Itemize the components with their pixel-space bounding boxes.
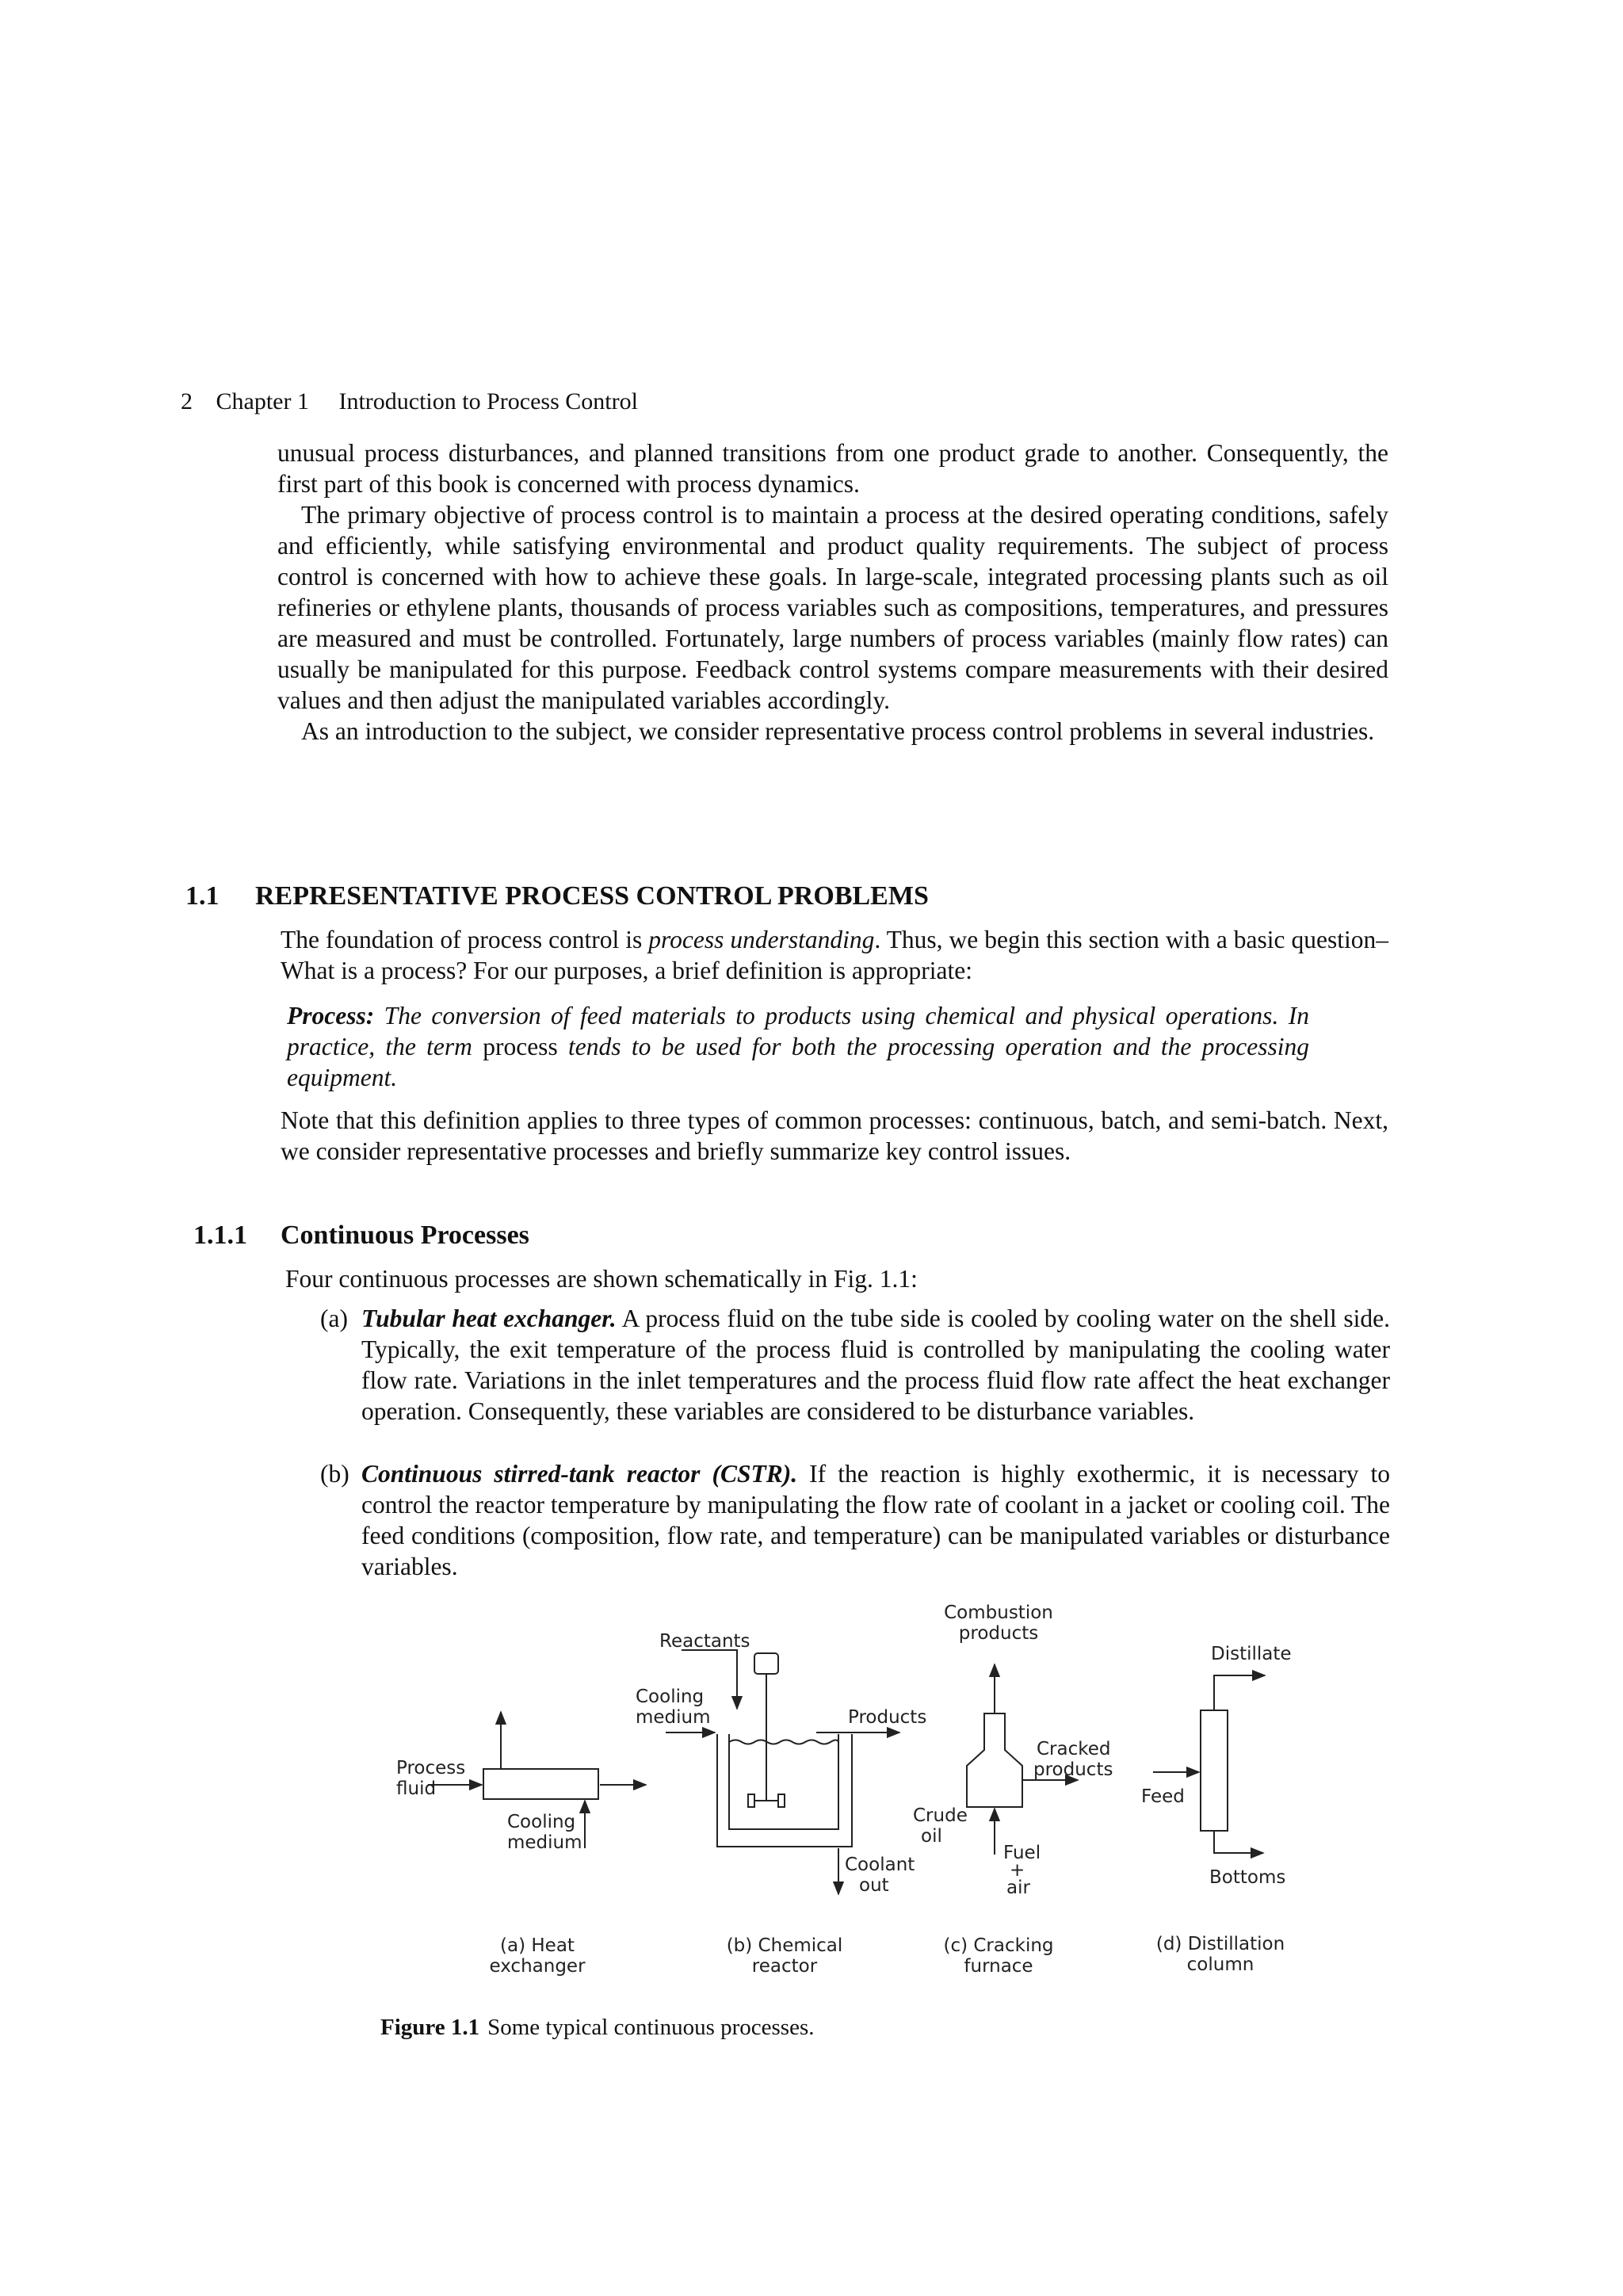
label-bottoms: Bottoms xyxy=(1209,1867,1286,1888)
definition-word: process xyxy=(483,1033,558,1060)
figure-caption xyxy=(380,2015,815,2041)
column-body xyxy=(1201,1710,1228,1831)
list-item-term: Continuous stirred-tank reactor (CSTR). xyxy=(361,1460,798,1488)
subsection-intro-text: Four continuous processes are shown schematically in Fig. 1.1: xyxy=(285,1265,918,1293)
caption-d-1: (d) Distillation xyxy=(1155,1934,1285,1954)
label-out: out xyxy=(859,1875,889,1896)
definition-text: The conversion of feed materials to products using chemical and physical operations. In practice, the term xyxy=(287,1002,1309,1060)
note-text: Note that this definition applies to three types of common processes: continuous, batch, and semi-batch. Next, we consider representative processes and briefly summarize key control issues. xyxy=(281,1106,1388,1165)
label-feed: Feed xyxy=(1141,1786,1185,1807)
label-plus: + xyxy=(1010,1860,1025,1881)
label-cooling-b: Cooling xyxy=(636,1687,705,1707)
label-medium-b: medium xyxy=(636,1707,711,1728)
stirrer-motor xyxy=(754,1653,778,1674)
label-combustion-products: products xyxy=(958,1623,1039,1644)
note-paragraph xyxy=(281,1105,1388,1167)
section-heading-1-1-1 xyxy=(193,1221,529,1251)
exchanger-shell xyxy=(483,1769,598,1799)
list-item-label: (a) xyxy=(320,1305,348,1332)
list-item-label: (b) xyxy=(320,1460,349,1488)
label-crude: Crude xyxy=(913,1805,968,1826)
caption-b-1: (b) Chemical xyxy=(726,1935,843,1956)
label-cracked: Cracked xyxy=(1037,1739,1111,1759)
subsection-number: 1.1.1 xyxy=(193,1221,247,1250)
figure-caption-text: Some typical continuous processes. xyxy=(487,2015,815,2040)
caption-a-2: exchanger xyxy=(489,1956,586,1977)
caption-a-1: (a) Heat xyxy=(500,1935,575,1956)
caption-c-1: (c) Cracking xyxy=(943,1935,1054,1956)
list-item-text: A process fluid on the tube side is cooled by cooling water on the shell side. Typically, the exit temperature of the process fluid is controlled by manipulating the cooling water flow rate. Variations in the inlet temperatures and the process fluid flow rate affect the heat exchanger operation. Consequently, these variables are considered to be disturbance variables. xyxy=(361,1305,1391,1425)
section-title: REPRESENTATIVE PROCESS CONTROL PROBLEMS xyxy=(255,881,929,911)
paragraph-introduction: As an introduction to the subject, we consider representative process control problems in several industries. xyxy=(301,717,1375,745)
label-fluid: fluid xyxy=(396,1778,437,1799)
section-intro-paragraph xyxy=(281,924,1388,986)
caption-b-2: reactor xyxy=(751,1956,818,1977)
figure-label: Figure 1.1 xyxy=(380,2015,480,2040)
impeller-left xyxy=(748,1794,754,1807)
section-heading-1-1 xyxy=(185,881,929,911)
label-oil: oil xyxy=(921,1826,942,1847)
label-cooling: Cooling xyxy=(507,1812,576,1832)
reactor-vessel xyxy=(729,1734,838,1829)
paragraph-objective: The primary objective of process control is to maintain a process at the desired operating conditions, safely and efficiently, while satisfying environmental and product quality requirements. The subject of process control is concerned with how to achieve these goals. In large-scale, integrated processing plants such as oil refineries or ethylene plants, thousands of process variables such as compositions, temperatures, and pressures are measured and must be controlled. Fortunately, large numbers of process variables (mainly flow rates) can usually be manipulated for this purpose. Feedback control systems compare measurements with their desired values and then adjust the manipulated variables accordingly. xyxy=(277,501,1388,714)
distillate-arrow xyxy=(1214,1675,1265,1710)
label-reactants: Reactants xyxy=(659,1631,750,1652)
definition-text-end: tends to be used for both the processing operation and the processing equipment. xyxy=(287,1033,1309,1091)
label-fuel: Fuel xyxy=(1003,1843,1041,1863)
label-cracked-products: products xyxy=(1033,1759,1113,1780)
column-diagram xyxy=(1153,1675,1265,1853)
section-number: 1.1 xyxy=(185,881,220,911)
process-definition xyxy=(287,1000,1309,1093)
label-combustion: Combustion xyxy=(944,1603,1053,1623)
intro-paragraphs xyxy=(277,437,1388,747)
subsection-intro xyxy=(285,1263,1388,1294)
label-air: air xyxy=(1006,1878,1030,1898)
furnace-body xyxy=(967,1713,1022,1807)
list-item xyxy=(320,1303,1391,1427)
label-products: Products xyxy=(848,1707,927,1728)
intro-text-end: . Thus, we begin this section with a basic question–What is a process? For our purposes, a brief definition is appropriate: xyxy=(281,926,1388,984)
intro-emphasis: process understanding xyxy=(648,926,875,953)
list-item-text: If the reaction is highly exothermic, it is necessary to control the reactor temperature by manipulating the flow rate of coolant in a jacket or cooling coil. The feed conditions (composition, flow rate, and temperature) can be manipulated variables or disturbance variables. xyxy=(361,1460,1390,1580)
label-coolant: Coolant xyxy=(845,1855,915,1875)
liquid-level xyxy=(729,1740,838,1744)
paragraph-continuation: unusual process disturbances, and planned transitions from one product grade to another. Consequently, the first part of this book is concerned with process dynamics. xyxy=(277,439,1388,498)
page-number: 2 xyxy=(181,388,193,415)
impeller-right xyxy=(778,1794,785,1807)
chapter-label: Chapter 1 xyxy=(216,388,309,415)
caption-c-2: furnace xyxy=(964,1956,1033,1977)
label-medium: medium xyxy=(507,1832,582,1853)
list-item xyxy=(320,1458,1390,1582)
chapter-title: Introduction to Process Control xyxy=(338,388,638,415)
figure-continuous-processes xyxy=(341,1593,1387,2005)
running-header xyxy=(181,388,638,415)
definition-term: Process: xyxy=(287,1002,375,1030)
label-process: Process xyxy=(396,1758,466,1778)
list-item-term: Tubular heat exchanger. xyxy=(361,1305,617,1332)
bottoms-arrow xyxy=(1214,1831,1263,1853)
subsection-title: Continuous Processes xyxy=(281,1221,529,1250)
intro-text: The foundation of process control is xyxy=(281,926,649,953)
label-distillate: Distillate xyxy=(1211,1644,1292,1664)
caption-d-2: column xyxy=(1186,1954,1254,1975)
